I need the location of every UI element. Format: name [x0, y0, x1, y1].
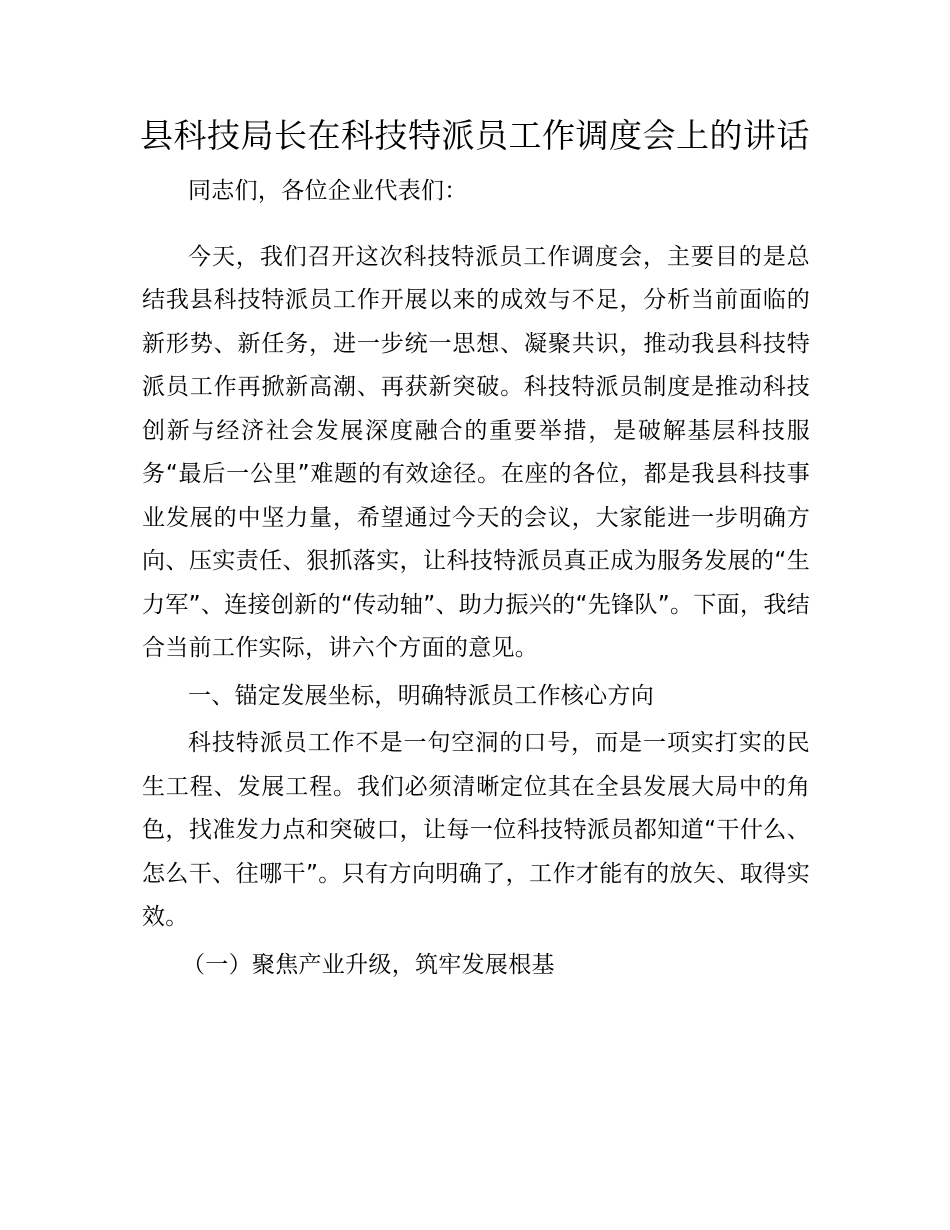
section-heading-1: 一、锚定发展坐标，明确特派员工作核心方向	[188, 682, 654, 709]
paragraph-intro: 今天，我们召开这次科技特派员工作调度会，主要目的是总结我县科技特派员工作开展以来的成效与不足，分析当前面临的新形势、新任务，进一步统一思想、凝聚共识，推动我县科技特派员工作再掀新高潮、再获新突破。科技特派员制度是推动科技创新与经济社会发展深度融合的重要举措，是破解基层科技服务“最后一公里”难题的有效途径。在座的各位，都是我县科技事业发展的中坚力量，希望通过今天的会议，大家能进一步明确方向、压实责任、狠抓落实，让科技特派员真正成为服务发展的“生力军”、连接创新的“传动轴”、助力振兴的“先锋队”。下面，我结合当前工作实际，讲六个方面的意见。	[142, 243, 810, 661]
document-body	[142, 170, 810, 987]
document-title: 县科技局长在科技特派员工作调度会上的讲话	[140, 116, 810, 155]
salutation: 同志们，各位企业代表们：	[188, 178, 468, 204]
sub-heading-1: （一）聚焦产业升级，筑牢发展根基	[182, 951, 555, 978]
paragraph-section-1: 科技特派员工作不是一句空洞的口号，而是一项实打实的民生工程、发展工程。我们必须清晰定位其在全县发展大局中的角色，找准发力点和突破口，让每一位科技特派员都知道“干什么、怎么干、往哪干”。只有方向明确了，工作才能有的放矢、取得实效。	[142, 730, 810, 930]
